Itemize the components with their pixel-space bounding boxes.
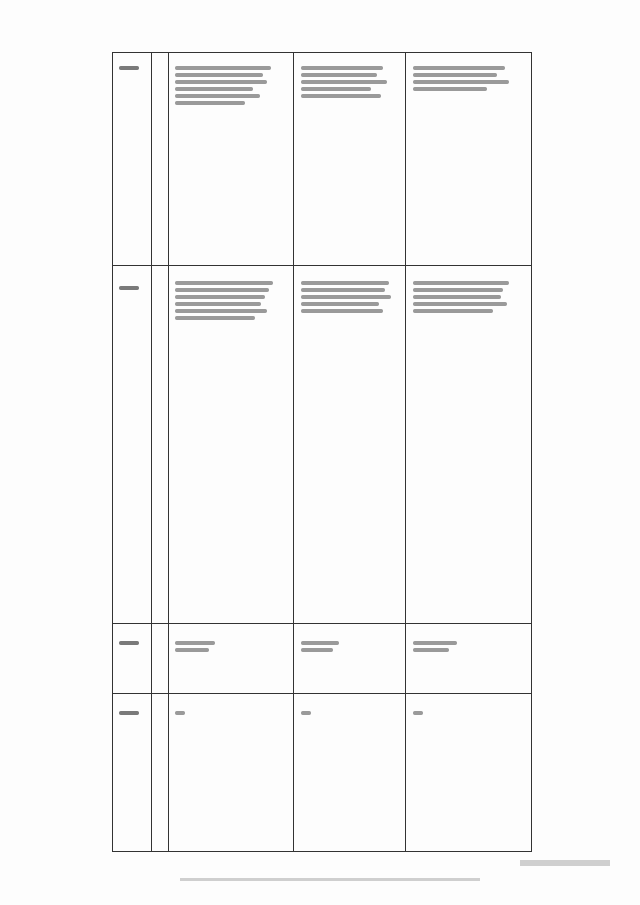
row-weight-p17 xyxy=(175,708,285,778)
table-divider-range xyxy=(113,623,531,624)
table-divider-subheader xyxy=(168,53,169,851)
column-header-range xyxy=(119,638,145,683)
indicator-table xyxy=(112,52,532,852)
row-range-p17 xyxy=(175,638,285,683)
row-formula-p17 xyxy=(175,278,285,608)
table-divider-header xyxy=(151,53,152,851)
row-name-p18 xyxy=(301,63,397,253)
row-range-p19 xyxy=(413,638,523,683)
scan-edge-mark xyxy=(520,860,610,866)
row-formula-p18 xyxy=(301,278,397,608)
row-range-p18 xyxy=(301,638,397,683)
column-header-formula xyxy=(119,283,145,603)
table-divider-row-3 xyxy=(405,53,406,851)
row-name-p19 xyxy=(413,63,523,253)
table-divider-row-2 xyxy=(293,53,294,851)
row-weight-p19 xyxy=(413,708,523,778)
table-divider-weight xyxy=(113,693,531,694)
column-header-weight xyxy=(119,708,145,778)
table-divider-formula xyxy=(113,265,531,266)
column-header-name xyxy=(119,63,145,253)
row-name-p17 xyxy=(175,63,285,253)
scan-edge-mark xyxy=(180,878,480,881)
row-formula-p19 xyxy=(413,278,523,608)
row-weight-p18 xyxy=(301,708,397,778)
